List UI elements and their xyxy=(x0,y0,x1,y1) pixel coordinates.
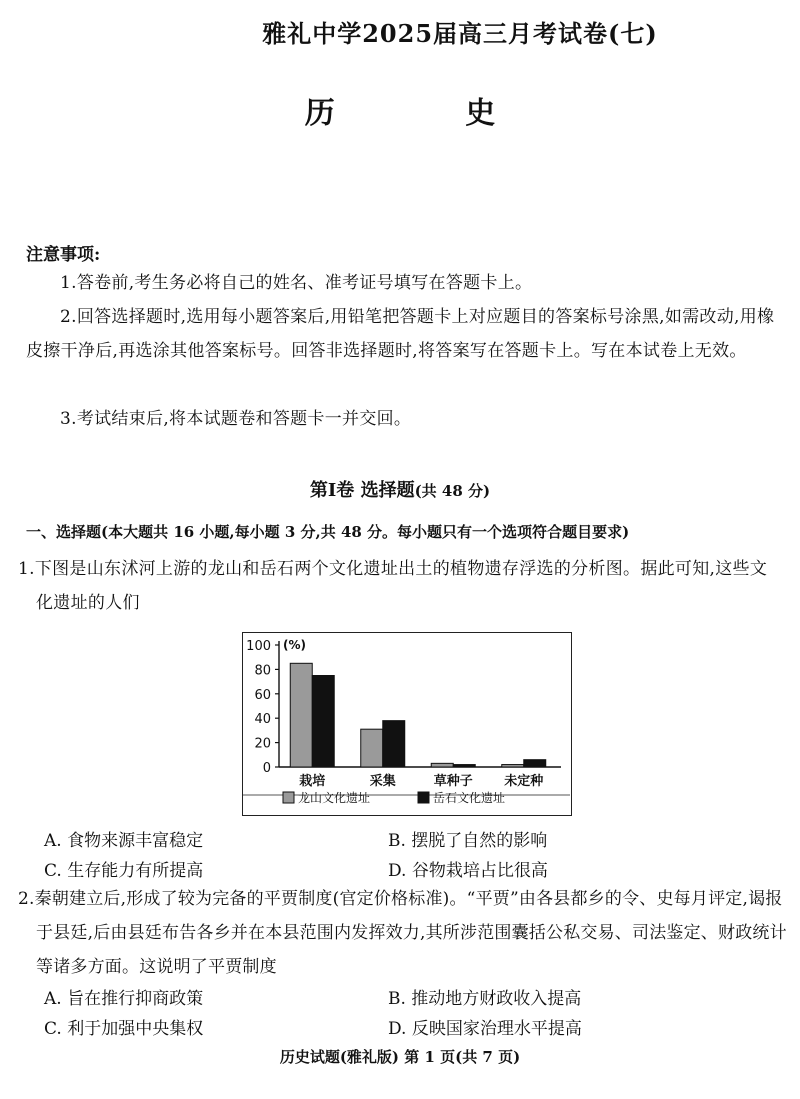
q2-option-c: C. 利于加强中央集权 xyxy=(44,1019,204,1039)
y-tick-label: 100 xyxy=(246,639,271,654)
y-tick-label: 20 xyxy=(254,736,271,752)
legend-label: 龙山文化遗址 xyxy=(298,791,371,805)
section-title-text: 第Ⅰ卷 选择题 xyxy=(309,480,415,501)
notice-item-2: 2.回答选择题时,选用每小题答案后,用铅笔把答题卡上对应题目的答案标号涂黑,如需改动,用橡皮擦干净后,再选涂其他答案标号。回答非选择题时,将答案写在答题卡上。写在本试卷上无效。 xyxy=(26,307,775,361)
section-instruction: 一、选择题(本大题共 16 小题,每小题 3 分,共 48 分。每小题只有一个选项符合题目要求) xyxy=(26,523,630,541)
bar-yueshi xyxy=(453,765,475,767)
q1-option-a: A. 食物来源丰富稳定 xyxy=(44,831,204,851)
bar-longshan xyxy=(361,729,383,767)
chart-frame xyxy=(242,632,572,816)
y-tick-label: 0 xyxy=(262,761,271,776)
subject-title: 历 史 xyxy=(304,96,556,131)
q2-option-b: B. 推动地方财政收入提高 xyxy=(388,989,582,1009)
bar-yueshi xyxy=(524,760,546,767)
y-tick-label: 60 xyxy=(254,687,271,703)
y-tick-label: 40 xyxy=(254,712,271,728)
q2-option-a: A. 旨在推行抑商政策 xyxy=(44,989,204,1009)
legend-label: 岳石文化遗址 xyxy=(433,791,506,805)
section-score: (共 48 分) xyxy=(414,482,491,500)
x-tick-label: 未定种 xyxy=(504,774,544,789)
bar-yueshi xyxy=(383,721,405,767)
section-title xyxy=(0,476,800,502)
question-1-stem: 1.下图是山东沭河上游的龙山和岳石两个文化遗址出土的植物遗存浮选的分析图。据此可知,这些文化遗址的人们 xyxy=(18,559,768,613)
q1-option-d: D. 谷物栽培占比很高 xyxy=(388,861,548,881)
x-tick-label: 栽培 xyxy=(299,774,326,789)
x-tick-label: 草种子 xyxy=(433,774,473,789)
bar-longshan xyxy=(290,663,312,767)
question-2-stem: 2.秦朝建立后,形成了较为完备的平贾制度(官定价格标准)。“平贾”由各县都乡的令、史每月评定,谒报于县廷,后由县廷布告各乡并在本县范围内发挥效力,其所涉范围囊括公私交易、司法鉴定、财政统计等诸多方面。这说明了平贾制度 xyxy=(18,889,787,977)
bar-longshan xyxy=(431,763,453,767)
q2-option-d: D. 反映国家治理水平提高 xyxy=(388,1019,582,1039)
y-unit-label: (%) xyxy=(283,638,306,652)
bar-chart xyxy=(243,633,570,814)
x-tick-label: 采集 xyxy=(369,774,396,789)
notice-item-1: 1.答卷前,考生务必将自己的姓名、准考证号填写在答题卡上。 xyxy=(60,273,533,293)
q1-option-b: B. 摆脱了自然的影响 xyxy=(388,831,548,851)
legend-swatch xyxy=(283,792,294,803)
notice-heading: 注意事项: xyxy=(26,245,101,265)
bar-longshan xyxy=(502,765,524,767)
legend-swatch xyxy=(418,792,429,803)
bar-yueshi xyxy=(312,676,334,768)
notice-item-3: 3.考试结束后,将本试题卷和答题卡一并交回。 xyxy=(60,409,412,429)
q1-option-c: C. 生存能力有所提高 xyxy=(44,861,204,881)
exam-title: 雅礼中学2025届高三月考试卷(七) xyxy=(262,19,658,48)
page-footer: 历史试题(雅礼版) 第 1 页(共 7 页) xyxy=(279,1048,521,1066)
y-tick-label: 80 xyxy=(254,663,271,679)
